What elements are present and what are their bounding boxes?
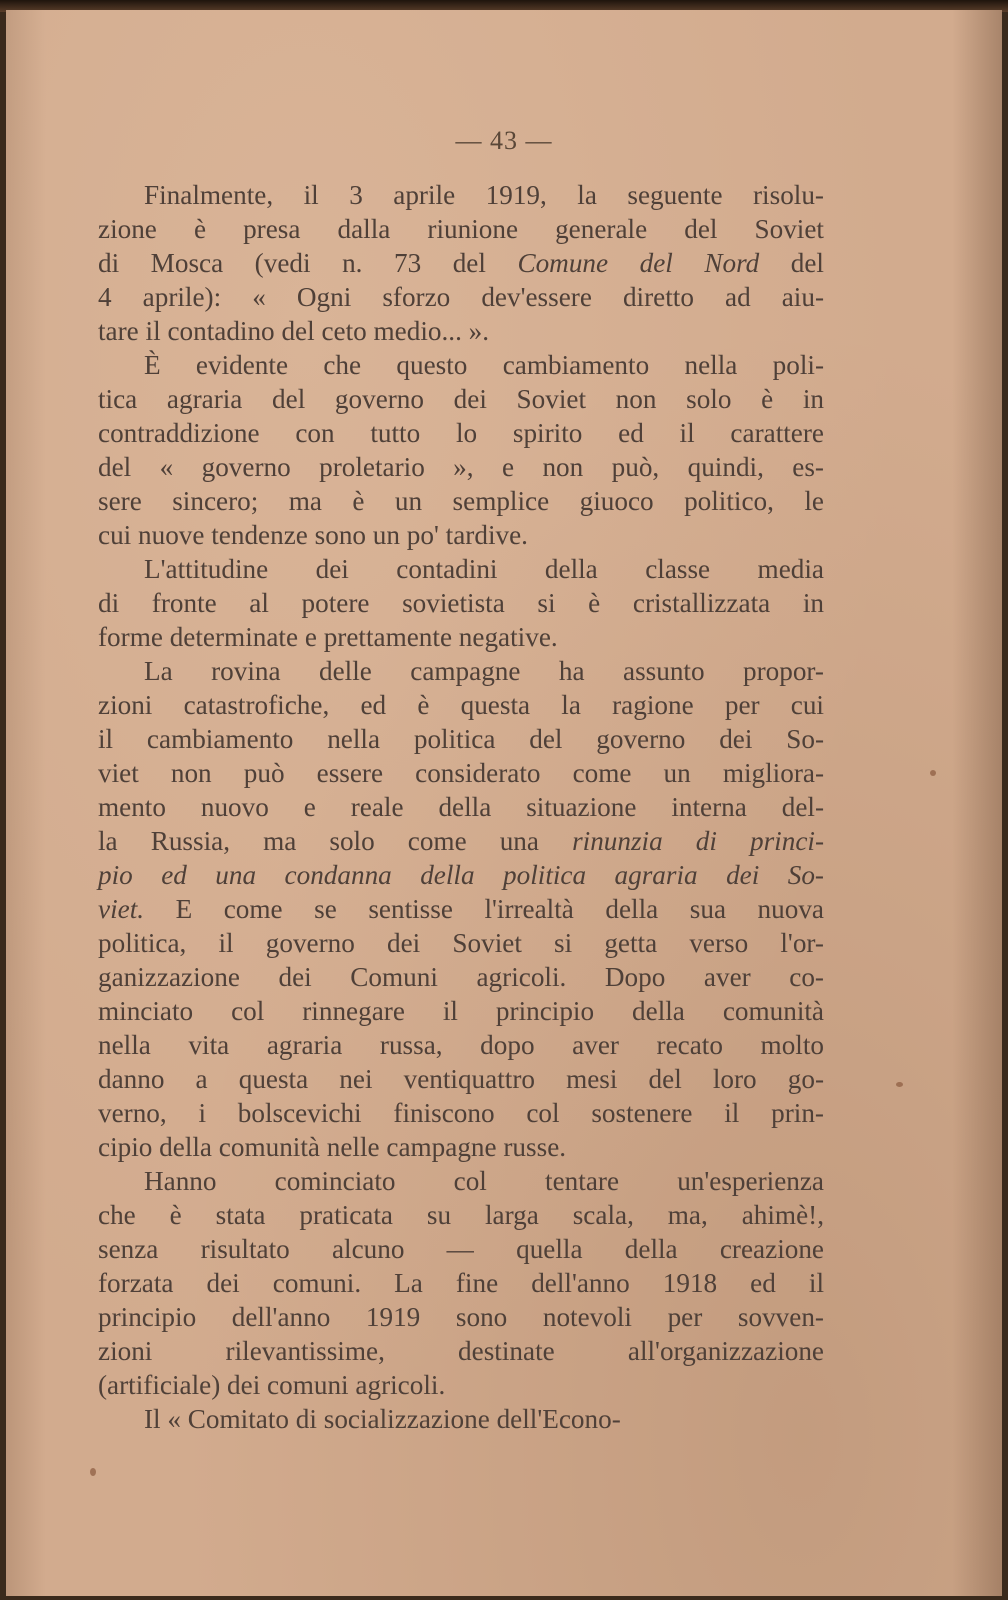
text-line: minciato col rinnegare il principio della comunità: [98, 996, 824, 1026]
text-line: il cambiamento nella politica del governo dei So-: [98, 724, 824, 754]
text-line: È evidente che questo cambiamento nella poli-: [144, 350, 824, 380]
page-number: — 43 —: [455, 126, 553, 155]
page-text: [98, 178, 824, 1436]
text-line: di fronte al potere sovietista si è cristallizzata in: [98, 588, 824, 618]
text-line: ganizzazione dei Comuni agricoli. Dopo aver co-: [98, 962, 824, 992]
book-page: [6, 10, 1002, 1596]
text-line: 4 aprile): « Ogni sforzo dev'essere diretto ad aiu-: [98, 282, 824, 312]
text-line: L'attitudine dei contadini della classe media: [144, 554, 824, 584]
text-line: politica, il governo dei Soviet si getta verso l'or-: [98, 928, 824, 958]
text-line: la Russia, ma solo come una rinunzia di princi-: [98, 826, 825, 856]
text-line: nella vita agraria russa, dopo aver recato molto: [98, 1030, 824, 1060]
text-line: La rovina delle campagne ha assunto propor-: [144, 656, 824, 686]
text-line: cui nuove tendenze sono un po' tardive.: [98, 520, 528, 550]
text-line: verno, i bolscevichi finiscono col sostenere il prin-: [98, 1098, 824, 1128]
paper-speck: [930, 770, 936, 776]
text-line: zione è presa dalla riunione generale del Soviet: [98, 214, 824, 244]
text-line: forme determinate e prettamente negative.: [98, 622, 558, 652]
paragraph: [98, 348, 824, 552]
paragraph: [98, 1164, 824, 1402]
text-line: zioni catastrofiche, ed è questa la ragione per cui: [98, 690, 824, 720]
text-line: sere sincero; ma è un semplice giuoco politico, le: [98, 486, 824, 516]
text-line: Il « Comitato di socializzazione dell'Econo-: [144, 1404, 621, 1434]
text-line: viet non può essere considerato come un migliora-: [98, 758, 824, 788]
text-line: senza risultato alcuno — quella della creazione: [98, 1234, 824, 1264]
paragraph: [98, 1402, 824, 1436]
italic-phrase: pio ed una condanna della politica agraria dei So-: [98, 860, 824, 890]
paper-speck: [896, 1082, 903, 1087]
text-line: forzata dei comuni. La fine dell'anno 1918 ed il: [98, 1268, 824, 1298]
text-line: viet. E come se sentisse l'irrealtà della sua nuova: [98, 894, 824, 924]
italic-title: Comune del Nord: [517, 248, 760, 278]
text-line: tare il contadino del ceto medio... ».: [98, 316, 490, 346]
italic-phrase: rinunzia di princi-: [572, 826, 825, 856]
text-line: del « governo proletario », e non può, quindi, es-: [98, 452, 824, 482]
paper-speck: [90, 1468, 96, 1476]
text-line: [98, 858, 824, 892]
italic-phrase: viet.: [98, 894, 145, 924]
paragraph: [98, 178, 824, 348]
paragraph: [98, 654, 824, 1164]
text-line: (artificiale) dei comuni agricoli.: [98, 1370, 446, 1400]
text-line: danno a questa nei ventiquattro mesi del loro go-: [98, 1064, 824, 1094]
text-line: che è stata praticata su larga scala, ma, ahimè!,: [98, 1200, 824, 1230]
text-line: zioni rilevantissime, destinate all'organizzazione: [98, 1336, 824, 1366]
text-line: contraddizione con tutto lo spirito ed il carattere: [98, 418, 824, 448]
text-line: di Mosca (vedi n. 73 del Comune del Nord del: [98, 248, 824, 278]
text-line: principio dell'anno 1919 sono notevoli per sovven-: [98, 1302, 824, 1332]
text-line: tica agraria del governo dei Soviet non solo è in: [98, 384, 824, 414]
text-line: cipio della comunità nelle campagne russe.: [98, 1132, 567, 1162]
text-line: mento nuovo e reale della situazione interna del-: [98, 792, 824, 822]
text-line: Finalmente, il 3 aprile 1919, la seguente risolu-: [144, 180, 824, 210]
paragraph: [98, 552, 824, 654]
text-line: Hanno cominciato col tentare un'esperienza: [144, 1166, 824, 1196]
